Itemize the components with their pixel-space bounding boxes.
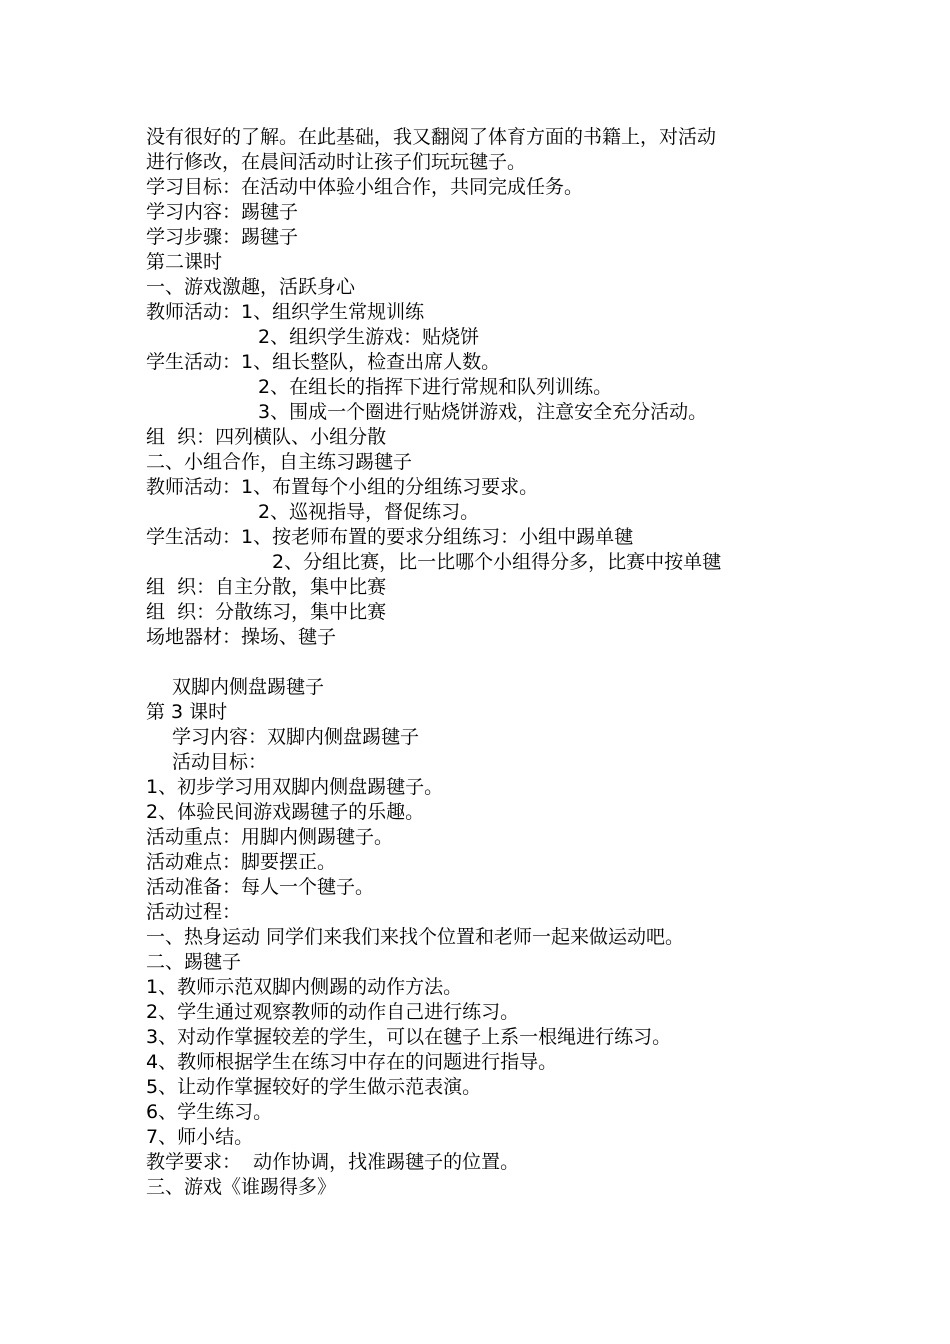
text-line: 二、踢毽子 — [146, 951, 242, 973]
text-line: 组 织：分散练习，集中比赛 — [146, 601, 387, 623]
text-line: 二、小组合作，自主练习踢毽子 — [146, 451, 413, 473]
text-line: 5、让动作掌握较好的学生做示范表演。 — [146, 1076, 482, 1098]
text-line: 教师活动：1、组织学生常规训练 — [146, 301, 425, 323]
text-line: 学习步骤：踢毽子 — [146, 226, 299, 248]
text-line: 2、学生通过观察教师的动作自己进行练习。 — [146, 1001, 520, 1023]
text-line: 教学要求： 动作协调，找准踢毽子的位置。 — [146, 1151, 520, 1173]
section-title: 双脚内侧盘踢毽子 — [172, 676, 325, 698]
text-line: 1、教师示范双脚内侧踢的动作方法。 — [146, 976, 463, 998]
text-line: 学习内容：踢毽子 — [146, 201, 299, 223]
text-line: 2、在组长的指挥下进行常规和队列训练。 — [258, 376, 613, 398]
text-line: 4、教师根据学生在练习中存在的问题进行指导。 — [146, 1051, 558, 1073]
text-line: 活动重点：用脚内侧踢毽子。 — [146, 826, 394, 848]
text-line: 2、组织学生游戏：贴烧饼 — [258, 326, 480, 348]
text-line: 2、分组比赛，比一比哪个小组得分多，比赛中按单毽 — [272, 551, 722, 573]
text-line: 三、游戏《谁踢得多》 — [146, 1176, 337, 1198]
text-line: 活动过程： — [146, 901, 242, 923]
text-line: 3、围成一个圈进行贴烧饼游戏，注意安全充分活动。 — [258, 401, 708, 423]
text-line: 活动目标： — [172, 751, 268, 773]
text-line: 6、学生练习。 — [146, 1101, 273, 1123]
text-line: 一、游戏激趣，活跃身心 — [146, 276, 356, 298]
text-line: 活动准备：每人一个毽子。 — [146, 876, 375, 898]
text-line: 一、热身运动 同学们来我们来找个位置和老师一起来做运动吧。 — [146, 926, 685, 948]
text-line: 组 织：自主分散，集中比赛 — [146, 576, 387, 598]
text-line: 学习内容：双脚内侧盘踢毽子 — [172, 726, 420, 748]
text-line: 3、对动作掌握较差的学生，可以在毽子上系一根绳进行练习。 — [146, 1026, 672, 1048]
text-line: 组 织：四列横队、小组分散 — [146, 426, 387, 448]
section-heading: 第 3 课时 — [146, 701, 228, 723]
text-line: 学生活动：1、按老师布置的要求分组练习：小组中踢单毽 — [146, 526, 634, 548]
section-heading: 第二课时 — [146, 251, 223, 273]
text-line: 场地器材：操场、毽子 — [146, 626, 337, 648]
text-line: 学习目标：在活动中体验小组合作，共同完成任务。 — [146, 176, 584, 198]
text-line: 2、巡视指导，督促练习。 — [258, 501, 480, 523]
text-line: 进行修改，在晨间活动时让孩子们玩玩毽子。 — [146, 151, 527, 173]
text-line: 学生活动：1、组长整队，检查出席人数。 — [146, 351, 501, 373]
text-line: 7、师小结。 — [146, 1126, 254, 1148]
text-line: 1、初步学习用双脚内侧盘踢毽子。 — [146, 776, 444, 798]
text-line: 2、体验民间游戏踢毽子的乐趣。 — [146, 801, 425, 823]
text-line: 活动难点：脚要摆正。 — [146, 851, 337, 873]
text-line: 教师活动：1、布置每个小组的分组练习要求。 — [146, 476, 539, 498]
text-line: 没有很好的了解。在此基础，我又翻阅了体育方面的书籍上，对活动 — [146, 126, 717, 148]
